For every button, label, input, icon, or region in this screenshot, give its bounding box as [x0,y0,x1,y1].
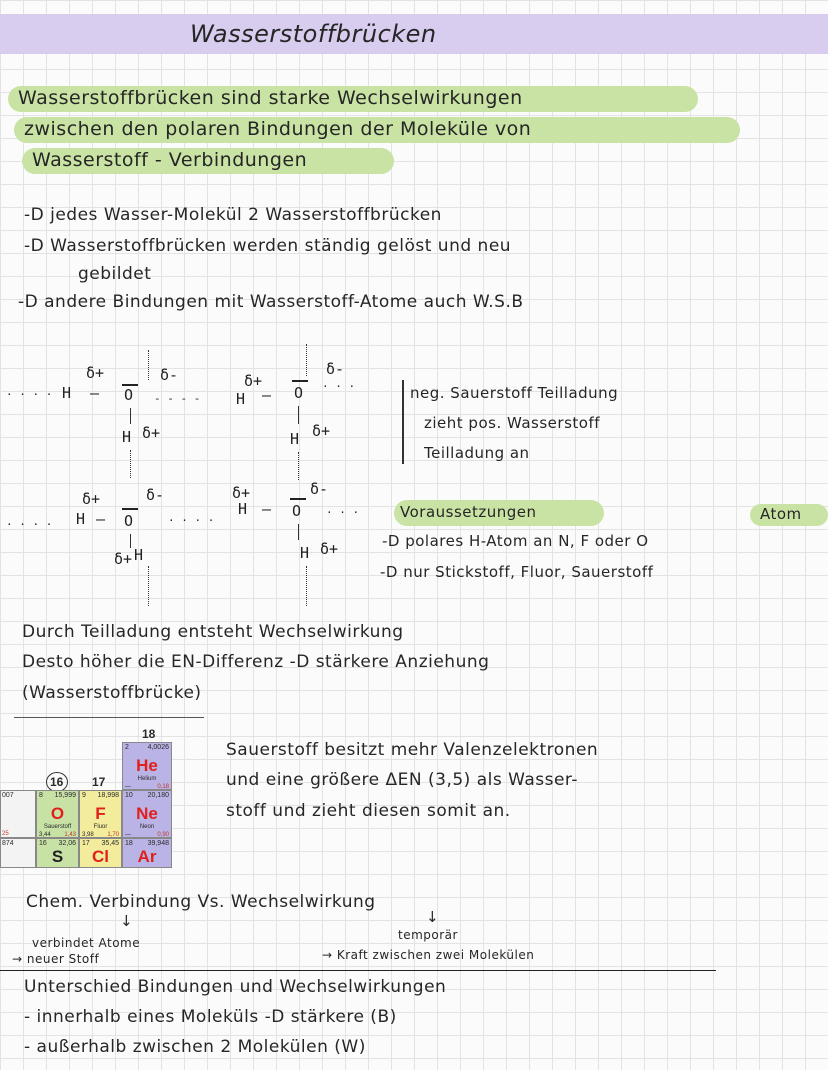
atomic-mass: 39,948 [147,840,169,847]
charge-label: δ+ [86,364,105,382]
charge-label: δ- [310,480,329,498]
definition-line-1: Wasserstoffbrücken sind starke Wechselwirkungen [18,87,523,109]
requirements-line-2: -D nur Stickstoff, Fluor, Sauerstoff [380,563,654,581]
oxygen-note-line-1: Sauerstoff besitzt mehr Valenzelektronen [226,740,599,760]
lone-pair-bar [292,380,308,382]
explanation-line-3: (Wasserstoffbrücke) [22,683,202,703]
charge-label: δ+ [244,372,263,390]
atom-h: H [62,384,72,402]
atomic-mass: 20,180 [147,792,169,799]
note-line-1: neg. Sauerstoff Teilladung [410,384,619,402]
atomic-number: 9 [82,792,86,799]
element-name: Sauerstoff [43,824,72,830]
h-bond-vertical [148,566,149,606]
covalent-bond [130,534,131,548]
charge-label: δ+ [312,422,331,440]
requirements-line-1: -D polares H-Atom an N, F oder O [382,532,649,550]
comparison-heading: Chem. Verbindung Vs. Wechselwirkung [26,892,376,912]
element-symbol: Ar [137,847,157,866]
element-value: 0,18 [157,784,169,790]
charge-label: δ- [326,360,345,378]
atom-o: O [292,502,302,520]
element-name: Fluor [93,824,108,830]
atom-o: O [124,386,134,404]
electronegativity: — [125,784,131,790]
charge-label: δ+ [114,550,133,568]
bond-dots: · · · · [6,518,53,531]
element-symbol: O [50,804,65,823]
h-bond-vertical [298,452,299,480]
h-bond-vertical [306,344,307,376]
element-cell-cl [79,838,122,868]
note-line-3: Teilladung an [424,444,530,462]
element-symbol: He [136,756,158,775]
oxygen-note-line-2: und eine größere ΔEN (3,5) als Wasser- [226,770,578,790]
partial-value: 25 [2,831,9,837]
atom-h: H [76,510,86,528]
atomic-number: 16 [39,840,47,847]
bond-dots: · · · · [6,388,53,401]
explanation-line-1: Durch Teilladung entsteht Wechselwirkung [22,622,404,642]
bond-dots: · · · [322,380,356,393]
charge-label: δ- [160,366,179,384]
covalent-bond [130,408,131,424]
partial-mass: 874 [2,840,14,847]
difference-heading: Unterschied Bindungen und Wechselwirkungen [24,977,447,997]
group-label-17: 17 [92,775,106,789]
covalent-bond [298,524,299,540]
note-bracket [402,380,404,464]
definition-line-3: Wasserstoff - Verbindungen [32,149,308,171]
note-line-2: zieht pos. Wasserstoff [424,414,600,432]
element-cell-s [36,838,79,868]
arrow-down-icon: ↓ [120,912,134,930]
element-cell-ar [122,838,172,868]
fact-line-2: -D Wasserstoffbrücken werden ständig gelöst und neu [24,236,512,256]
bond-line: — [96,510,106,528]
atomic-number: 17 [82,840,90,847]
fact-line-3: -D andere Bindungen mit Wasserstoff-Atome auch W.S.B [18,292,524,312]
covalent-bond [298,406,299,424]
atom-h: H [238,500,248,518]
section-divider [14,717,204,718]
requirements-heading: Voraussetzungen [400,503,537,521]
element-symbol: F [95,804,106,823]
partial-mass: 007 [2,792,14,799]
comparison-left-1: verbindet Atome [32,936,141,950]
partial-cell-row-3 [0,838,36,868]
explanation-line-2: Desto höher die EN-Differenz -D stärkere Anziehung [22,652,490,672]
bond-dots: · · · [326,506,360,519]
bond-line: — [90,384,100,402]
definition-line-2: zwischen den polaren Bindungen der Moleküle von [24,118,532,140]
partial-cell-row-2 [0,790,36,838]
atomic-mass: 4,0026 [147,744,169,751]
h-bond-vertical [306,566,307,606]
electronegativity: — [125,832,131,838]
atomic-mass: 32,06 [58,840,76,847]
atomic-number: 10 [125,792,133,799]
atom-h: H [134,546,144,564]
bond-line: — [262,386,272,404]
atom-o: O [294,384,304,402]
atom-h: H [236,390,246,408]
charge-label: δ+ [320,540,339,558]
oxygen-note-line-3: stoff und zieht diesen somit an. [226,801,511,821]
fact-line-2b: gebildet [78,264,152,284]
bond-dashes: - - - - [154,392,201,405]
charge-label: δ- [146,486,165,504]
difference-line-1: - innerhalb eines Moleküls -D stärkere (B) [24,1007,397,1027]
comparison-right-1: temporär [398,928,458,942]
element-value: 1,43 [64,832,76,838]
element-value: 0,90 [157,832,169,838]
comparison-left-2: → neuer Stoff [12,952,100,966]
periodic-table-excerpt [0,720,180,870]
lone-pair-bar [290,498,306,500]
fact-line-1: -D jedes Wasser-Molekül 2 Wasserstoffbrücken [24,205,442,225]
element-cell-f [79,790,122,838]
electronegativity: 3,98 [82,832,94,838]
comparison-right-2: → Kraft zwischen zwei Molekülen [322,948,535,962]
element-symbol: S [51,847,64,866]
charge-label: δ+ [232,484,251,502]
atom-h: H [290,430,300,448]
lone-pair-bar [122,508,138,510]
section-divider [0,970,716,971]
element-cell-he [122,742,172,790]
atom-o: O [124,512,134,530]
element-symbol: Cl [92,847,109,866]
atomic-number: 18 [125,840,133,847]
atomic-mass: 15,999 [54,792,76,799]
charge-label: δ+ [82,490,101,508]
element-cell-ne [122,790,172,838]
bond-line: — [262,500,272,518]
group-label-18: 18 [142,727,156,741]
charge-label: δ+ [142,424,161,442]
lone-pair-bar [122,384,138,386]
atomic-mass: 35,45 [101,840,119,847]
h-bond-vertical [148,350,149,380]
group-16-circle-icon [46,772,68,792]
bond-dots: · · · · [168,514,215,527]
atomic-number: 2 [125,744,129,751]
element-cell-o [36,790,79,838]
requirements-atom: Atom [760,505,802,523]
atomic-mass: 18,998 [97,792,119,799]
arrow-down-icon: ↓ [426,908,440,926]
group-label-16: 16 [50,775,64,789]
atom-h: H [122,428,132,446]
element-symbol: Ne [136,804,158,823]
difference-line-2: - außerhalb zwischen 2 Molekülen (W) [24,1037,366,1057]
element-name: Helium [137,776,157,782]
h-bond-vertical [130,450,131,478]
page-title: Wasserstoffbrücken [190,20,437,48]
element-name: Neon [139,824,155,830]
atomic-number: 8 [39,792,43,799]
element-value: 1,70 [107,832,119,838]
electronegativity: 3,44 [39,832,51,838]
atom-h: H [300,544,310,562]
